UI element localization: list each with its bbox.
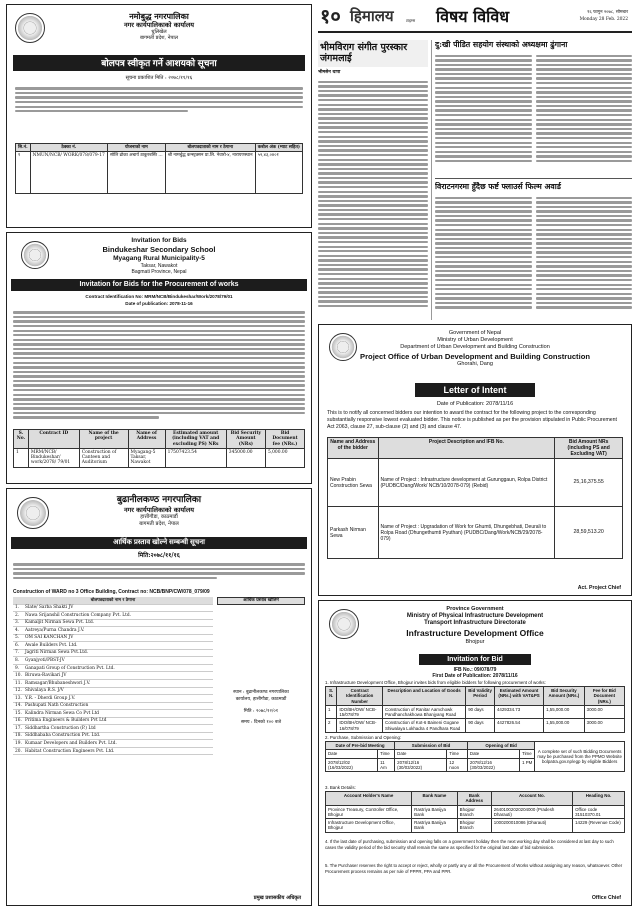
table-cell: 14229 (Revenue Code) bbox=[573, 819, 625, 833]
bidder-number: 18. bbox=[15, 733, 22, 739]
notice-bindukeshar bbox=[6, 232, 312, 484]
notice-bhojpur bbox=[318, 600, 632, 906]
article-title: दु:खी पीडित सहयोग संस्थाको अध्यक्षमा ढुंगाना bbox=[435, 40, 568, 49]
municipality-name: Myagang Rural Municipality-5 bbox=[113, 254, 205, 262]
paper-suffix: टाइम्स bbox=[406, 18, 416, 23]
place: Bhojpur bbox=[465, 638, 485, 645]
opening-details bbox=[217, 689, 305, 726]
article-body bbox=[435, 52, 532, 172]
bidder-name: OM SAI KANCHAN JV bbox=[25, 635, 74, 641]
place-line1: Taksar, Nawakot bbox=[140, 262, 178, 269]
date-np: १६ फागुन २०७८, सोमबार bbox=[587, 10, 628, 15]
col-contract: ठेक्का नं. bbox=[30, 144, 107, 152]
office-name: नगर कार्यपालिकाको कार्यालय bbox=[123, 506, 195, 515]
bidder-row bbox=[13, 642, 213, 650]
table-cell: Myagang-5 Taksar, Nawakot bbox=[128, 448, 165, 467]
notice-namobuddha bbox=[6, 4, 312, 228]
table-cell: 17507423.54 bbox=[165, 448, 226, 467]
column-divider bbox=[431, 40, 432, 320]
purchase-note-site: bolpatra.gov.np/egp by eligible Bidders bbox=[541, 759, 618, 765]
article-title: विराटनगरमा हुँदैछ फर्ष्ट फ्लाउर्स फिल्म अवार्ड bbox=[435, 182, 561, 191]
bidder-number: 12. bbox=[15, 688, 22, 694]
bidder-number: 3. bbox=[15, 620, 20, 626]
bidder-number: 19. bbox=[15, 740, 22, 746]
bidder-name: Kumaar Developers and Builders Pvt. Ltd. bbox=[25, 740, 117, 746]
notice-body-text: This is to notify all concerned bidders our intention to award the contract for the following project to the corresponding substantially responsive lowest evaluated bidder. This notice is published as per the provision stipulated in Public Procurement Act 2063, clause 27, sub-clause (2) and (3) and clause 47. bbox=[327, 410, 617, 431]
table-cell: Infrastructure Development Office, Bhojpur bbox=[326, 819, 412, 833]
bidder-name: Shivalaya R.S. J/V bbox=[25, 688, 64, 694]
table-cell: 2078/12/02 (16/03/2022) bbox=[326, 758, 378, 772]
page-number: १० bbox=[320, 4, 341, 28]
masthead bbox=[318, 4, 632, 34]
schedule-table bbox=[325, 741, 625, 772]
bidder-row bbox=[13, 733, 213, 741]
sub-header: Date bbox=[395, 750, 447, 758]
bidder-row bbox=[13, 635, 213, 643]
table-cell: Province Treasury, Controller Office, Bhojpur bbox=[326, 805, 412, 819]
bidder-number: 9. bbox=[15, 665, 20, 671]
bidder-row bbox=[13, 672, 213, 680]
directorate-name: Transport Infrastructure Directorate bbox=[424, 620, 526, 627]
ministry-name: Ministry of Physical Infrastructure Development bbox=[406, 612, 544, 619]
col-sn: S. No. bbox=[14, 430, 29, 449]
bidder-number: 11. bbox=[15, 680, 22, 686]
notice-date: मिति:२०७८/११/१६ bbox=[138, 552, 180, 559]
place: Ghorahi, Dang bbox=[457, 361, 493, 368]
col-address: Bank Address bbox=[457, 792, 491, 806]
table-cell: Name of Project : Upgradation of Work for Ghumti, Dhungebhati, Deurali to Rolpa Road (Dhungethumti Pyuthan) (PUDBC/Dang/Work/NCB/29/2078-079) bbox=[378, 507, 555, 559]
bidder-number: 2. bbox=[15, 612, 20, 618]
table-cell: १ bbox=[16, 152, 31, 194]
masthead-rule bbox=[318, 31, 632, 33]
section-title: विषय विविध bbox=[436, 7, 510, 26]
article-body bbox=[318, 79, 428, 320]
bidder-number: 20. bbox=[15, 748, 22, 754]
sub-header: Date bbox=[326, 750, 378, 758]
table-cell: 12 noon bbox=[447, 758, 468, 772]
bidder-row bbox=[13, 605, 213, 613]
col-estimate: Estimated amount (including VAT and excluding PS) NRs bbox=[165, 430, 226, 449]
col-submission: Submission of Bid bbox=[395, 742, 468, 750]
bidder-name: Awale Builders Pvt. Ltd. bbox=[25, 642, 78, 648]
opening-date: मिति : २०७८/१२/०१ bbox=[243, 708, 279, 714]
contract-id: Contract Identification No: MRM/NCB/Bindukeshar/Work/2078/79/01 bbox=[85, 294, 233, 299]
line-2: 2. Purchase, Submission and Opening: bbox=[325, 735, 402, 740]
col-project: Name of the project bbox=[79, 430, 128, 449]
bidder-number: 15. bbox=[15, 710, 22, 716]
table-cell: Name of Project : Infrastructure development at Gurunggaun, Rolpa District (PUDBC/Dang/Work/ NCB/10/2078-079) (Rebid) bbox=[378, 459, 555, 507]
col-project: योजनाको नाम bbox=[107, 144, 165, 152]
bidder-name: Jagriti Nirman Sewa Pvt.Ltd. bbox=[25, 650, 89, 656]
col-bidder: Name and Address of the bidder bbox=[328, 438, 379, 459]
line-4: 4. If the last date of purchasing, submission and opening falls on a government holiday then the next working day shall be considered at last day to such cases the validity period of the bid security shall remain the same as specified for the original last date of bid submission. bbox=[325, 839, 614, 850]
place-line2: Bagmati Province, Nepal bbox=[131, 268, 187, 275]
sub-header: Time bbox=[447, 750, 468, 758]
office-name: नगर कार्यपालिकाको कार्यालय bbox=[123, 21, 195, 29]
date-en: Monday 28 Feb. 2022 bbox=[579, 17, 628, 22]
opening-place2: कार्यालय, हात्तीगौडा, काठमाडौं bbox=[235, 697, 287, 703]
col-bidder: बोलपत्रदाताको नाम र ठेगाना bbox=[165, 144, 255, 152]
bidder-number: 4. bbox=[15, 627, 20, 633]
invitation-title: Invitation for Bids bbox=[131, 237, 187, 244]
place-line1: हात्तीगौडा, काठमाडौं bbox=[140, 514, 178, 521]
place-line1: धुलिखेल bbox=[151, 29, 167, 36]
bidder-number: 6. bbox=[15, 642, 20, 648]
table-cell: Construction of Kot-6 Baineni Gogane Shiwalaya Lokhadra 4 Pandhara Road bbox=[383, 719, 466, 733]
table-cell: IDO/BH/OW/ NCB-15/078/79 bbox=[337, 705, 383, 719]
bidder-name: Habitat Construction Engineers Pvt. Ltd. bbox=[25, 748, 115, 754]
bidder-name: Aatreya/Purna Chandra J.V. bbox=[25, 627, 85, 633]
bidder-name: Kamaljit Nirman Sewa Pvt. Ltd. bbox=[25, 620, 95, 626]
bidder-name: Pashupati Nath Construction bbox=[25, 703, 89, 709]
table-cell: सोलि ढोका अचार्य ठाकुरबस्ति ... bbox=[107, 152, 165, 194]
table-cell: Office code 31510370.01 bbox=[573, 805, 625, 819]
col-address: Name of Address bbox=[128, 430, 165, 449]
bidder-name: Nawa Srijanshil Construction Company Pvt. Ltd. bbox=[25, 612, 131, 618]
notice-body-text bbox=[15, 85, 303, 135]
signature: प्रमुख प्रशासकीय अधिकृत bbox=[253, 894, 301, 901]
bidder-row bbox=[13, 718, 213, 726]
bidder-name: Biruwa-Ravikari JV bbox=[25, 673, 67, 679]
table-cell: Bhojpur Branch bbox=[457, 819, 491, 833]
article-dukhi-pidit bbox=[435, 40, 632, 176]
award-table bbox=[15, 143, 303, 194]
table-cell: श्री नामर्बुद्ध कन्स्ट्रक्सन प्रा.लि. नेवारो-४, नारायणस्थान bbox=[165, 152, 255, 194]
gov-name: Government of Nepal bbox=[448, 330, 502, 336]
table-cell: 2078/12/16 (30/03/2022) bbox=[467, 758, 519, 772]
notice-banner: Letter of Intent bbox=[415, 383, 535, 397]
article-body bbox=[435, 194, 532, 319]
financial-opening-header bbox=[217, 597, 305, 605]
bidder-name: Kalindra Nirman Sewa Co Pvt Ltd bbox=[25, 710, 100, 716]
table-cell: 1 bbox=[326, 705, 337, 719]
table-cell: Bhojpur Branch bbox=[457, 805, 491, 819]
place-line2: बागमती प्रदेश, नेपाल bbox=[139, 35, 179, 42]
col-prebid: Date of Pre-bid Meeting bbox=[326, 742, 395, 750]
sub-header: Date bbox=[467, 750, 519, 758]
table-cell: Rastriya Banijya Bank bbox=[412, 819, 458, 833]
col-estimate: Estimated Amount (NRs.) with VAT&PS bbox=[494, 687, 543, 706]
col-sn: S. N. bbox=[326, 687, 337, 706]
bidder-row bbox=[13, 650, 213, 658]
bidder-row bbox=[13, 748, 213, 756]
line-5: 5. The Purchaser reserves the right to accept or reject, wholly or partly any or all the Procurement of Works without assigning any reason, whatsoever. Other Procurement process remains as per rule of PPPR, PPA and PPR. bbox=[325, 863, 623, 874]
notice-banner: आर्थिक प्रस्ताव खोल्ने सम्बन्धी सूचना bbox=[11, 537, 307, 549]
col-holder: Account Holder's Name bbox=[326, 792, 412, 806]
table-cell: Construction of Ranitar Aamchowk Pandhanchakhowa Bhanjyang Road bbox=[383, 705, 466, 719]
bidder-number: 13. bbox=[15, 695, 22, 701]
bidder-row bbox=[13, 725, 213, 733]
col-security: Bid Security Amount (NRs) bbox=[226, 430, 265, 449]
bidder-number: 16. bbox=[15, 718, 22, 724]
col-validity: Bid Validity Period bbox=[466, 687, 495, 706]
table-cell: ५२,४३,०४०१ bbox=[255, 152, 302, 194]
notice-body-text bbox=[13, 561, 305, 587]
bidder-name: Pritima Engineers & Builders Pvt Ltd bbox=[25, 718, 107, 724]
gov-name: Province Government bbox=[446, 606, 504, 612]
table-cell: 90 days bbox=[466, 705, 495, 719]
col-amount: कबोल अंक (भ्याट सहित) bbox=[255, 144, 302, 152]
col-account: Account No. bbox=[491, 792, 572, 806]
table-cell: 5,000.00 bbox=[265, 448, 304, 467]
bidder-number: 14. bbox=[15, 703, 22, 709]
article-bhimbirag bbox=[318, 40, 428, 320]
col-contract: Contract Identification Number bbox=[337, 687, 383, 706]
bidder-number: 1. bbox=[15, 605, 20, 611]
bidder-name: Slate/ Sarba Shakti JV bbox=[25, 605, 74, 611]
col-opening: Opening of Bid bbox=[467, 742, 534, 750]
table-cell: 28,59,513.20 bbox=[555, 507, 623, 559]
col-opening: आर्थिक प्रस्ताव खोलिने bbox=[243, 598, 279, 603]
bidder-row bbox=[13, 688, 213, 696]
org-name: बुढानीलकण्ठ नगरपालिका bbox=[116, 495, 202, 505]
signature: Office Chief bbox=[591, 894, 621, 901]
table-cell: 3000.00 bbox=[584, 705, 624, 719]
bidder-row bbox=[13, 657, 213, 665]
bidder-name: Siddhartha Construction (P.) Ltd bbox=[25, 725, 96, 731]
bidder-row bbox=[13, 620, 213, 628]
bidder-row bbox=[13, 680, 213, 688]
table-cell: 26401002020204000 (Pradesh Dharauti) bbox=[491, 805, 572, 819]
school-name: Bindukeshar Secondary School bbox=[102, 245, 216, 255]
table-cell: 2078/12/16 (30/03/2022) bbox=[395, 758, 447, 772]
publication-date: First Date of Publication: 2078/11/16 bbox=[432, 673, 518, 679]
opening-place1: स्थान : बुढानीलकण्ठ नगरपालिका bbox=[233, 690, 289, 695]
bidder-row bbox=[13, 612, 213, 620]
table-cell: 11 Am bbox=[378, 758, 395, 772]
col-fee: Bid Document fee (NRs.) bbox=[265, 430, 304, 449]
col-bank: Bank Name bbox=[412, 792, 458, 806]
bidder-number: 5. bbox=[15, 635, 20, 641]
ifb-number: IFB No.: 09/078/79 bbox=[453, 667, 497, 673]
bidder-list bbox=[13, 597, 213, 755]
publication-date: Date of publication: 2078-11-16 bbox=[125, 301, 193, 306]
table-cell: 25,16,375.55 bbox=[555, 459, 623, 507]
table-cell: Construction of Canteen and Auditorium bbox=[79, 448, 128, 467]
bidder-number: 10. bbox=[15, 673, 22, 679]
table-cell: 1,55,000.00 bbox=[544, 705, 585, 719]
table-cell: 1,55,000.00 bbox=[544, 719, 585, 733]
article-body bbox=[536, 194, 633, 319]
bidder-name: Ramsagar/Bhubaneshwori J.V. bbox=[25, 680, 91, 686]
bidder-row bbox=[13, 695, 213, 703]
purchase-note-text: A complete set of such Bidding Documents may be purchased from the PPMO Website bbox=[537, 748, 622, 759]
table-cell: 3000.00 bbox=[584, 719, 624, 733]
sub-header: Time bbox=[378, 750, 395, 758]
bidder-row bbox=[13, 627, 213, 635]
table-cell: IDO/BH/OW/ NCB-16/078/79 bbox=[337, 719, 383, 733]
table-cell: 4429334.73 bbox=[494, 705, 543, 719]
table-cell: Parkash Nirman Sewa bbox=[328, 507, 379, 559]
bank-table bbox=[325, 791, 625, 833]
line-1: 1. Infrastructure Development Office, Bhojpur invites bids from eligible bidders for following procurement of works: bbox=[325, 680, 546, 685]
signature: Act. Project Chief bbox=[577, 584, 621, 591]
purchase-note bbox=[535, 742, 625, 772]
loi-table bbox=[327, 437, 623, 559]
col-bidder: बोलपत्रदाताको नाम र ठेगाना bbox=[90, 597, 136, 603]
bidder-number: 7. bbox=[15, 650, 20, 656]
notice-body-text bbox=[13, 309, 305, 425]
table-cell: Rastriya Banijya Bank bbox=[412, 805, 458, 819]
bidder-list-header bbox=[13, 597, 213, 605]
table-cell: New Prabin Construction Sewa bbox=[328, 459, 379, 507]
works-table bbox=[325, 686, 625, 733]
office-name: Infrastructure Development Office bbox=[406, 627, 544, 638]
article-body bbox=[536, 52, 633, 172]
col-project: Project Description and IFB No. bbox=[378, 438, 555, 459]
bidder-number: 8. bbox=[15, 657, 20, 663]
article-biratnagar bbox=[435, 182, 632, 320]
bidder-name: Y.R. - Dherdi Group J.V. bbox=[25, 695, 76, 701]
bidder-number: 17. bbox=[15, 725, 22, 731]
contract-heading: Construction of WARD no 3 Office Building, Contract no: NCB/BNP/CW/078_079/09 bbox=[13, 589, 210, 595]
article-byline: भीमसेन थापा bbox=[318, 69, 341, 75]
project-office: Project Office of Urban Development and Building Construction bbox=[360, 351, 590, 361]
col-fee: Fee for Bid Document (NRs.) bbox=[584, 687, 624, 706]
notice-banner: Invitation for Bids for the Procurement of works bbox=[11, 279, 307, 291]
table-cell: 4427826.54 bbox=[494, 719, 543, 733]
bidder-name: Ganapati Group of Construction Pvt. Ltd. bbox=[25, 665, 115, 671]
place-line2: बागमती प्रदेश, नेपाल bbox=[139, 520, 179, 527]
bidder-row bbox=[13, 665, 213, 673]
table-cell: NMUN/NCB/ WORK/078/079-17 bbox=[30, 152, 107, 194]
publication-date: सूचना प्रकाशित मिति : २०७८/११/१६ bbox=[125, 75, 193, 81]
bidder-row bbox=[13, 710, 213, 718]
line-3: 3. Bank Details: bbox=[325, 785, 356, 790]
publication-date: Date of Publication: 2078/11/16 bbox=[436, 401, 514, 407]
table-cell: 2 bbox=[326, 719, 337, 733]
sub-header: Time bbox=[520, 750, 535, 758]
col-heading: Heading No. bbox=[573, 792, 625, 806]
notice-banner: Invitation for Bid bbox=[419, 654, 531, 665]
col-description: Description and Location of Goods bbox=[383, 687, 466, 706]
table-cell: 90 days bbox=[466, 719, 495, 733]
bidder-row bbox=[13, 703, 213, 711]
org-name: नमोबुद्ध नगरपालिका bbox=[129, 11, 189, 21]
bidder-row bbox=[13, 740, 213, 748]
article-divider bbox=[435, 178, 632, 179]
col-sn: सि.नं. bbox=[16, 144, 31, 152]
bidder-name: Siddhababa Construction Pvt. Ltd. bbox=[25, 733, 101, 739]
notice-title: बोलपत्र स्वीकृत गर्ने आशयको सूचना bbox=[13, 55, 305, 71]
col-amount: Bid Amount NRs (including PS and Excluding VAT) bbox=[555, 438, 623, 459]
table-cell: 1 PM bbox=[520, 758, 535, 772]
table-cell: 345000.00 bbox=[226, 448, 265, 467]
table-cell: 1000200010086 (Dharauti) bbox=[491, 819, 572, 833]
col-security: Bid Security Amount (NRs.) bbox=[544, 687, 585, 706]
col-contract-id: Contract ID bbox=[28, 430, 79, 449]
table-cell: 1 bbox=[14, 448, 29, 467]
department-name: Department of Urban Development and Building Construction bbox=[400, 343, 550, 350]
table-cell: MRM/NCB/ Bindukeshar/ work/2078/ 79/01 bbox=[28, 448, 79, 467]
notice-letter-of-intent bbox=[318, 324, 632, 596]
article-title: भीमविराग संगीत पुरस्कार जंगमलाई bbox=[318, 40, 428, 67]
ministry-name: Ministry of Urban Development bbox=[437, 336, 513, 343]
bidder-name: Gyanjyoti/PBST-JV bbox=[25, 657, 65, 663]
paper-name: हिमालय bbox=[350, 7, 394, 25]
notice-budhanilkantha bbox=[6, 488, 312, 906]
opening-time: समय : दिनको १०० बजे bbox=[240, 720, 281, 726]
bid-table bbox=[13, 429, 305, 468]
